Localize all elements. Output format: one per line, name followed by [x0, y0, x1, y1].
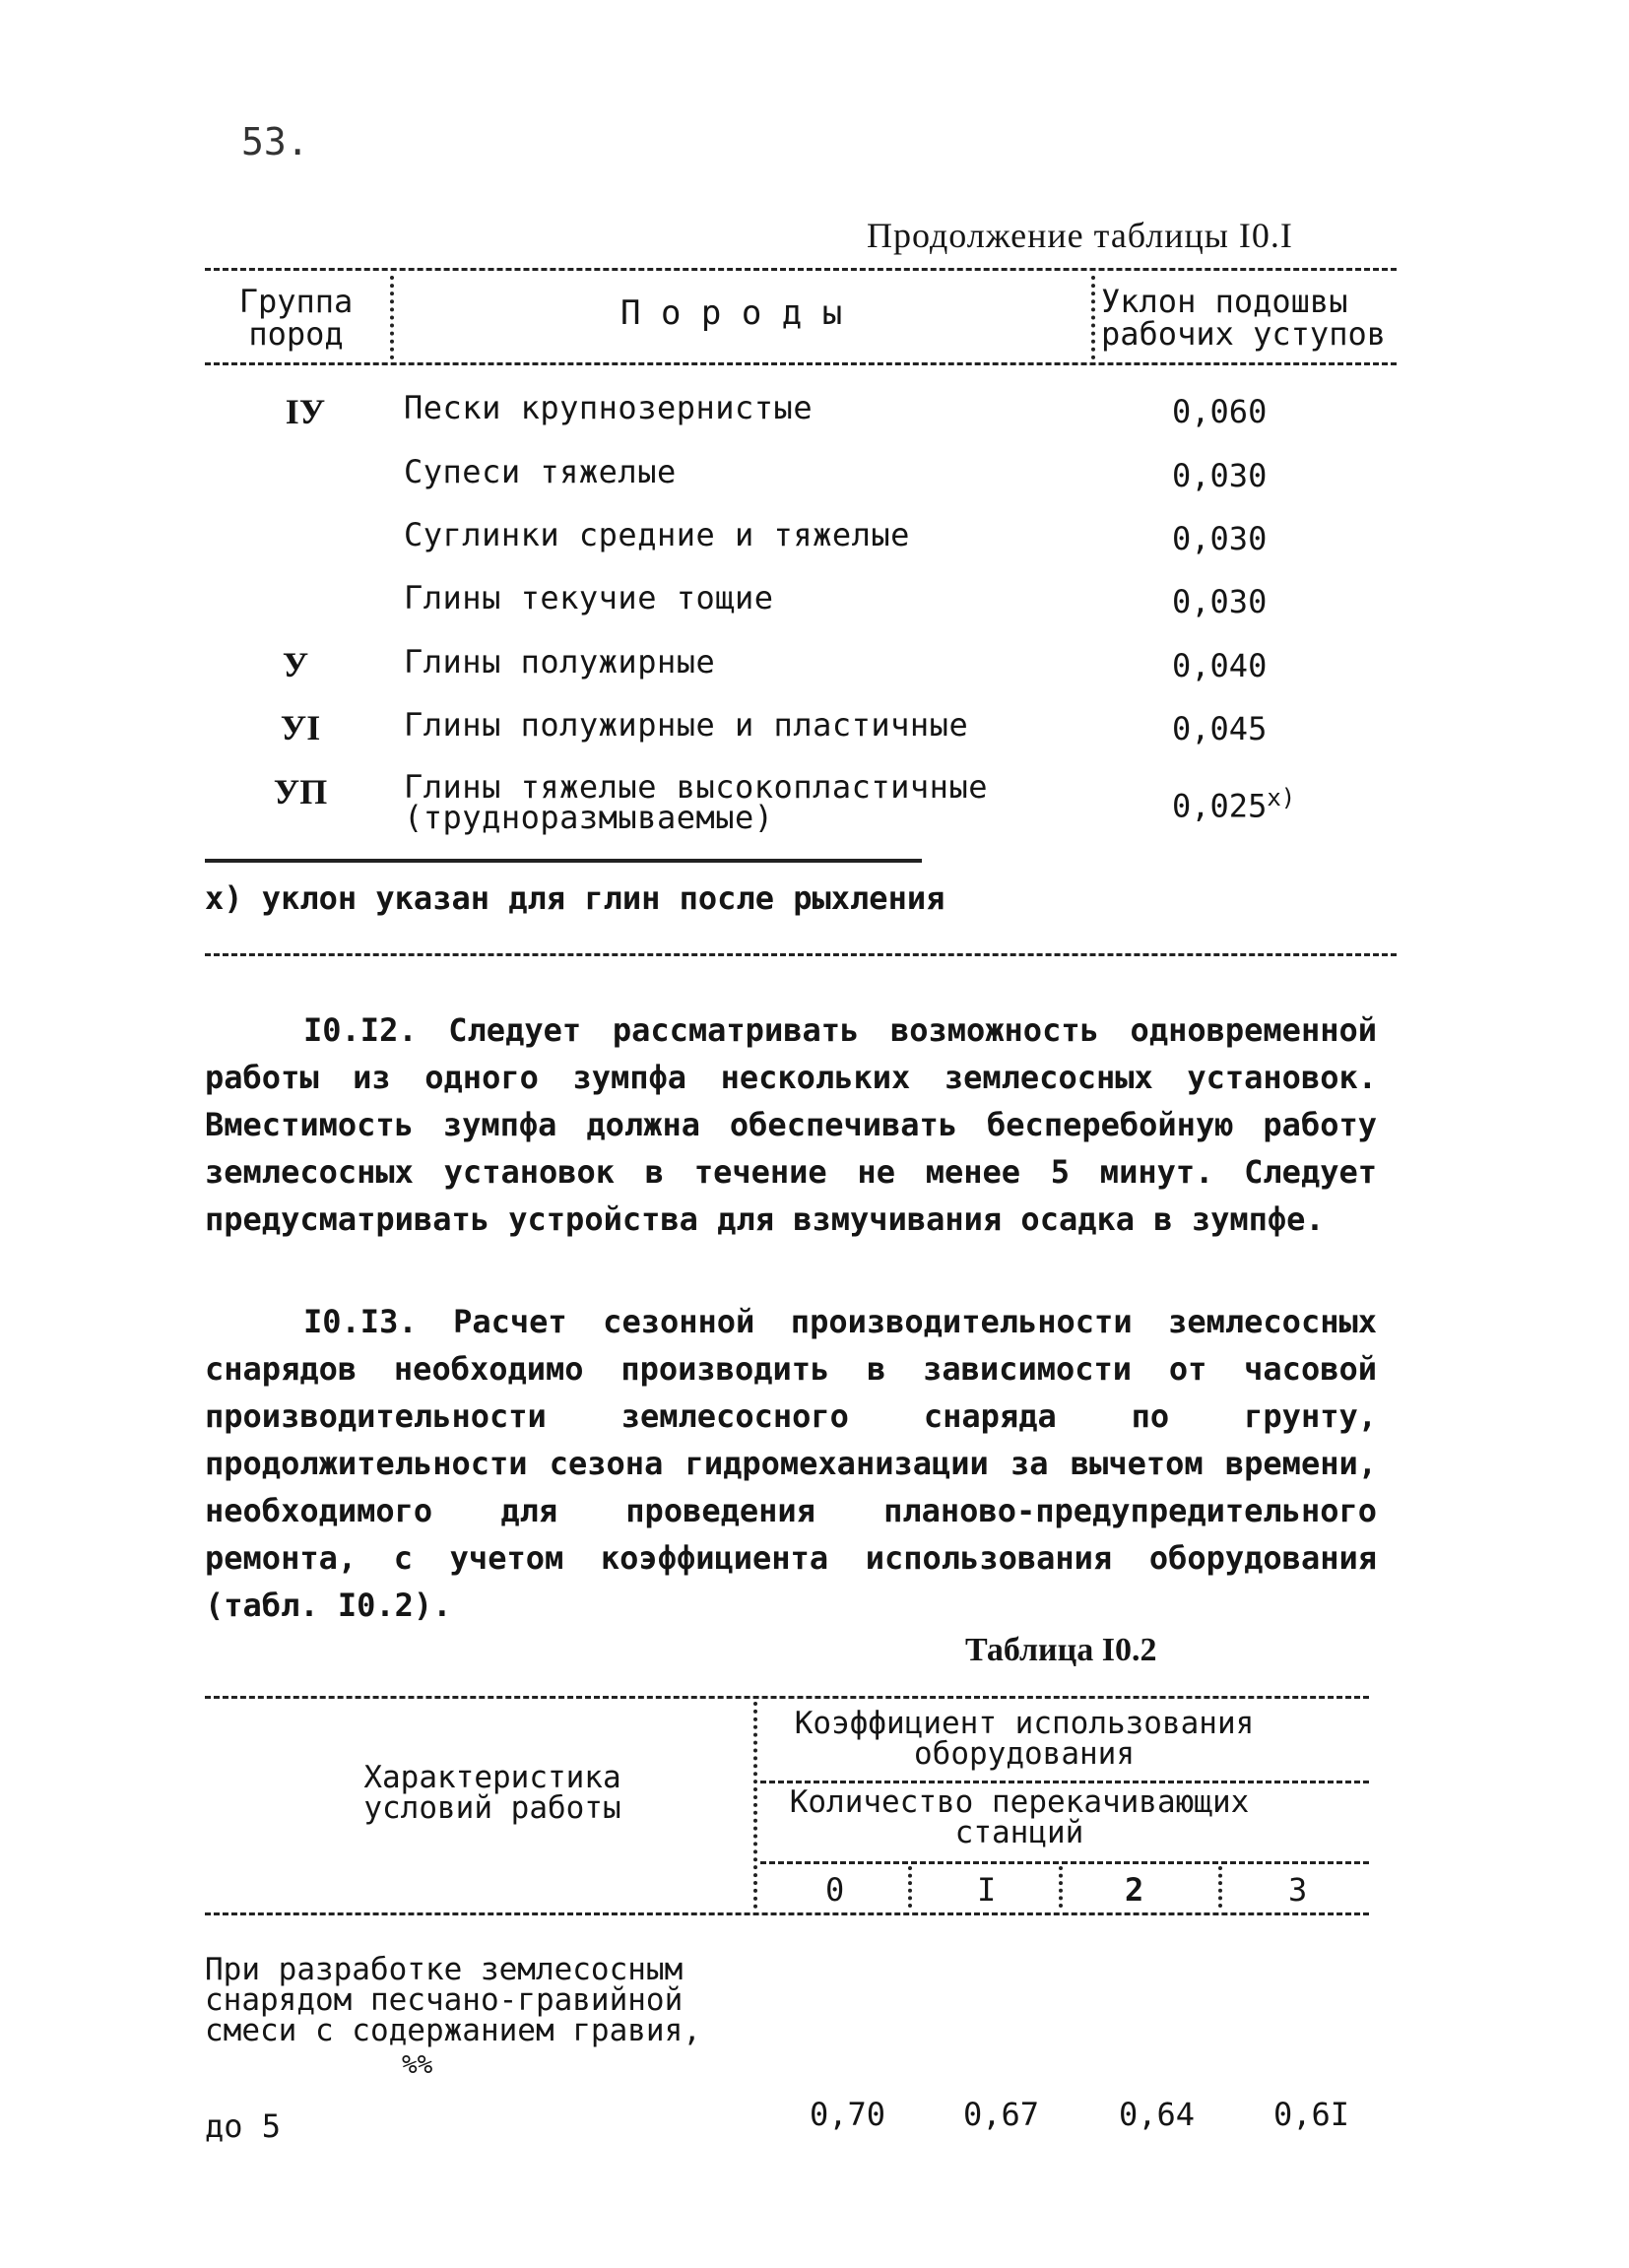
row-value: 0,025$^{x)}$: [1172, 784, 1296, 825]
row-group-label: УП: [273, 772, 328, 811]
column-header-coefficient: Коэффициент использования оборудования: [794, 1706, 1255, 1772]
footnote-rule: [205, 859, 922, 863]
row-description: При разработке землесосным снарядом песчано-гравийной смеси с содержанием гравия,: [205, 1952, 701, 2048]
row-value: 0,64: [1119, 2096, 1196, 2133]
column-header-characteristic: Характеристика условий работы: [363, 1760, 621, 1826]
row-value: 0,030: [1172, 457, 1268, 494]
column-header-group: Группа пород: [238, 283, 354, 353]
row-value: 0,6I: [1273, 2096, 1350, 2133]
table2-cols-rule: [760, 1861, 1369, 1864]
paragraph-10-12: I0.I2. Следует рассматривать возможность одновременной работы из одного зумпфа нескольких землесосных установок. Вместимость зумпфа должна обеспечивать бесперебойную работу землесосных установок в течение не менее 5 минут. Следует предусматривать устройства для взмучивания осадка в зумпфе.: [205, 1011, 1377, 1238]
table2-subheader-rule: [760, 1781, 1369, 1783]
page-number: 53.: [241, 120, 309, 163]
paragraph-10-13: I0.I3. Расчет сезонной производительности землесосных снарядов необходимо производить в зависимости от часовой производительности землесосного снаряда по грунту, продолжительности сезона гидромеханизации за вычетом времени, необходимого для проведения планово-предупредительного ремонта, с учетом коэффициента использования оборудования (табл. I0.2).: [205, 1303, 1377, 1624]
table2-header-bottom-rule: [205, 1912, 1369, 1915]
row-value: 0,030: [1172, 583, 1268, 620]
table-title: Таблица I0.2: [965, 1632, 1157, 1668]
row-value: 0,70: [810, 2096, 886, 2133]
row-value: 0,67: [963, 2096, 1040, 2133]
row-value: 0,045: [1172, 710, 1268, 747]
header-divider: [1091, 276, 1095, 359]
row-group-label: IУ: [285, 392, 326, 431]
row-group-label: У: [282, 645, 309, 684]
row-rock: Пески крупнозернистые: [404, 389, 814, 426]
row-value: 0,030: [1172, 520, 1268, 557]
table2-divider: [753, 1702, 757, 1909]
row-rock: Суглинки средние и тяжелые: [404, 516, 910, 553]
row-rock: Супеси тяжелые: [404, 453, 677, 490]
column-header-stations: Количество перекачивающих станций: [789, 1784, 1250, 1850]
row-group-label: УI: [280, 708, 321, 747]
column-header-rocks: П о р о д ы: [620, 293, 843, 333]
column-header-0: 0: [825, 1871, 845, 1909]
table-end-rule: [205, 953, 1397, 956]
row-value: 0,060: [1172, 393, 1268, 430]
column-header-3: 3: [1288, 1871, 1308, 1909]
row-value: 0,040: [1172, 647, 1268, 684]
table2-top-rule: [205, 1696, 1369, 1699]
column-header-1: I: [977, 1871, 997, 1909]
table-top-rule: [205, 268, 1397, 271]
table-continuation-title: Продолжение таблицы I0.I: [867, 216, 1293, 255]
header-divider: [390, 276, 394, 359]
header-bottom-rule: [205, 362, 1397, 365]
row-rock: Глины тяжелые высокопластичные (трудноразмываемые): [404, 768, 988, 836]
unit-label: %%: [402, 2050, 433, 2080]
table2-col-divider: [1218, 1866, 1222, 1908]
column-header-2: 2: [1125, 1871, 1144, 1909]
row-rock: Глины текучие тощие: [404, 579, 774, 616]
table2-col-divider: [1059, 1866, 1063, 1908]
row-rock: Глины полужирные и пластичные: [404, 706, 969, 744]
table2-col-divider: [908, 1866, 912, 1908]
footnote-mark: x): [1267, 784, 1296, 811]
row-label: до 5: [205, 2107, 282, 2145]
table-footnote: х) уклон указан для глин после рыхления: [205, 879, 945, 917]
column-header-slope: Уклон подошвы рабочих уступов: [1101, 283, 1386, 353]
row-rock: Глины полужирные: [404, 643, 716, 680]
